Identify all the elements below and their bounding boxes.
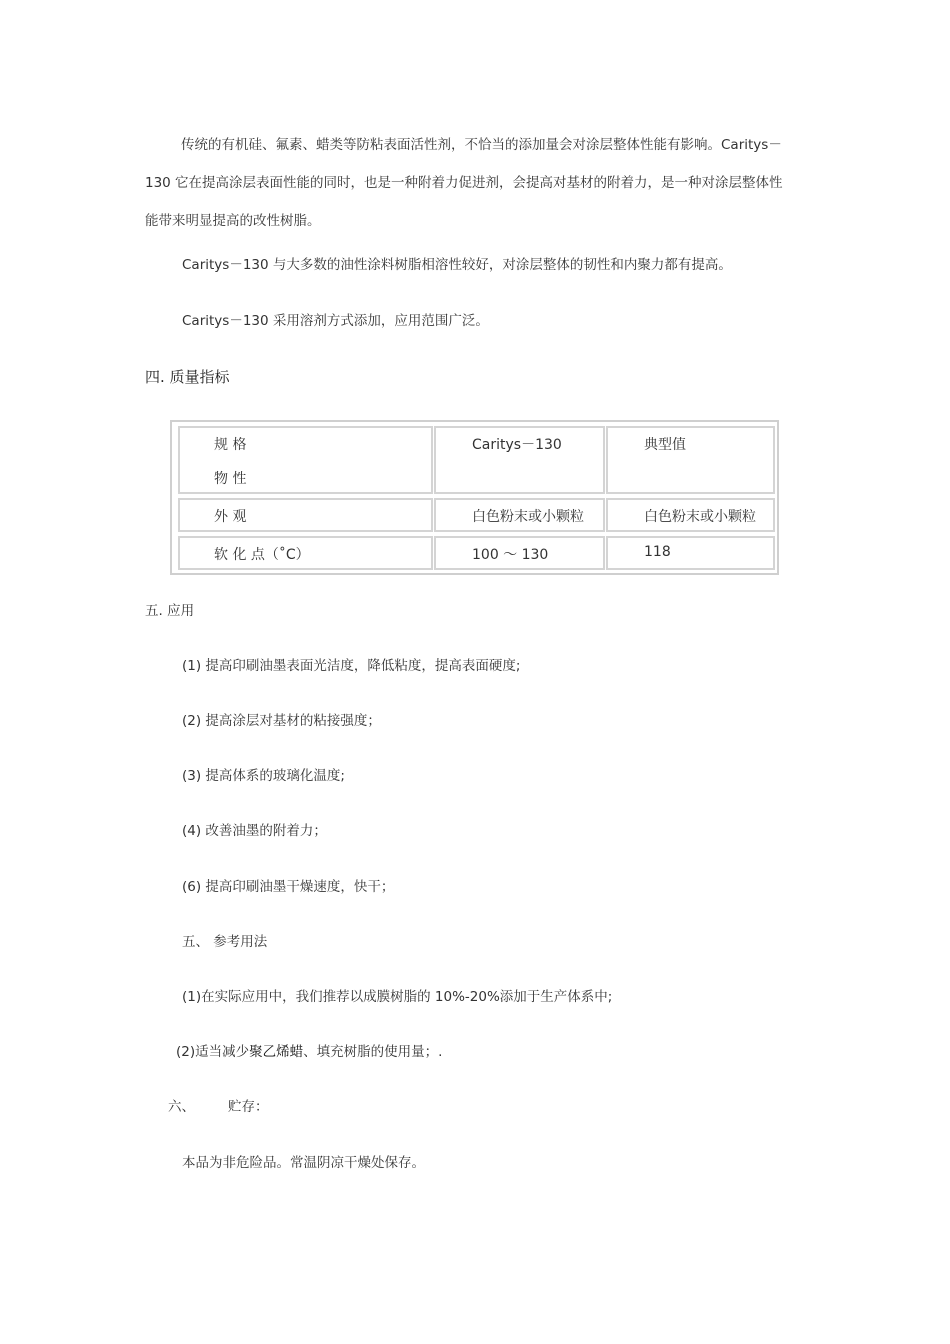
table-header-typical-cell: [606, 426, 775, 494]
application-item-3: (3) 提高体系的玻璃化温度;: [182, 768, 345, 784]
table-header-product-cell: [434, 426, 605, 494]
row-appearance-value: 白色粉末或小颗粒: [472, 509, 584, 525]
usage-item-2-bold: 聚乙烯蜡: [249, 1044, 304, 1060]
compatibility-paragraph: Caritys－130 与大多数的油性涂料树脂相溶性较好，对涂层整体的韧性和内聚力都有提高。: [182, 257, 732, 273]
usage-item-2-prefix: (2)适当减少: [176, 1044, 250, 1060]
header-spec: 规 格: [214, 437, 247, 453]
intro-line-2: 130 它在提高涂层表面性能的同时，也是一种附着力促进剂，会提高对基材的附着力，是一种对涂层整体性: [145, 175, 783, 191]
header-typical: 典型值: [644, 437, 686, 453]
row-softening-typical: 118: [644, 544, 671, 560]
table-cell: [434, 498, 605, 532]
intro-line-3: 能带来明显提高的改性树脂。: [145, 213, 321, 229]
table-header-spec-cell: [178, 426, 433, 494]
section-usage-title: 五、 参考用法: [182, 934, 268, 950]
usage-item-2-suffix: 、填充树脂的使用量；.: [303, 1044, 443, 1060]
quality-table: [170, 420, 779, 575]
application-item-1: (1) 提高印刷油墨表面光洁度，降低粘度，提高表面硬度;: [182, 658, 521, 674]
table-cell: [434, 536, 605, 570]
row-softening-name: 软 化 点（˚C）: [214, 547, 310, 563]
storage-text: 本品为非危险品。常温阴凉干燥处保存。: [182, 1155, 425, 1171]
intro-line-1: 传统的有机硅、氟素、蜡类等防粘表面活性剂，不恰当的添加量会对涂层整体性能有影响。Caritys－: [181, 137, 782, 153]
application-item-4: (4) 改善油墨的附着力；: [182, 823, 327, 839]
table-cell: [606, 498, 775, 532]
section-quality-title: 四. 质量指标: [145, 368, 230, 386]
application-item-6: (6) 提高印刷油墨干燥速度，快干；: [182, 879, 395, 895]
usage-item-1: (1)在实际应用中，我们推荐以成膜树脂的 10%-20%添加于生产体系中;: [182, 989, 613, 1005]
row-appearance-name: 外 观: [214, 509, 247, 525]
table-cell: [606, 536, 775, 570]
section-storage-number: 六、: [168, 1099, 195, 1115]
usage-item-2: [176, 1043, 442, 1061]
section-application-title: 五. 应用: [145, 603, 195, 619]
header-product: Caritys－130: [472, 437, 562, 453]
addition-method-paragraph: Caritys－130 采用溶剂方式添加，应用范围广泛。: [182, 313, 489, 329]
row-softening-value: 100 ～ 130: [472, 547, 549, 563]
table-row: [178, 536, 433, 570]
section-storage-title: 贮存：: [228, 1099, 269, 1115]
table-row: [178, 498, 433, 532]
intro-paragraph: [145, 126, 810, 240]
row-appearance-typical: 白色粉末或小颗粒: [644, 509, 756, 525]
header-property: 物 性: [214, 471, 247, 487]
application-item-2: (2) 提高涂层对基材的粘接强度；: [182, 713, 381, 729]
